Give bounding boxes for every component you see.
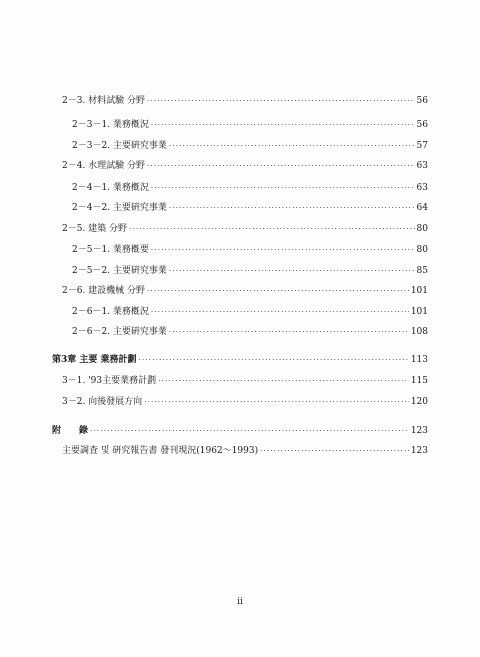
toc-entry-page: 120 <box>410 397 428 407</box>
toc-entry-page: 56 <box>416 96 428 106</box>
toc-leader-dots <box>139 354 409 366</box>
toc-entry-2-4-1[interactable] <box>72 182 428 194</box>
toc-entry-2-3-2[interactable] <box>72 140 428 152</box>
toc-entry-label: 2－3－1. 業務槪況 <box>72 120 149 130</box>
toc-entry-label: 2－3－2. 主要硏究事業 <box>72 141 167 151</box>
toc-leader-dots <box>169 202 415 214</box>
toc-entry-page: 108 <box>410 327 428 337</box>
toc-entry-label: 3－2. 向後發展方向 <box>62 397 143 407</box>
toc-entry-chapter-3[interactable] <box>52 354 428 366</box>
toc-leader-dots <box>169 265 415 277</box>
toc-entry-label: 2－5. 建築 分野 <box>62 224 128 234</box>
toc-entry-label: 2－5－2. 主要硏究事業 <box>72 266 167 276</box>
toc-leader-dots <box>158 375 409 387</box>
toc-entry-2-6-2[interactable] <box>72 326 428 338</box>
toc-leader-dots <box>169 326 409 338</box>
toc-entry-page: 57 <box>416 141 428 151</box>
toc-entry-2-5-2[interactable] <box>72 265 428 277</box>
toc-entry-page: 113 <box>410 355 428 365</box>
toc-entry-page: 64 <box>416 203 428 213</box>
toc-entry-2-3[interactable] <box>62 95 428 107</box>
toc-entry-label: 2－3. 材料試驗 分野 <box>62 96 146 106</box>
toc-leader-dots <box>169 140 415 152</box>
toc-leader-dots <box>151 182 415 194</box>
toc-entry-appendix[interactable] <box>52 425 428 437</box>
toc-entry-page: 123 <box>410 426 428 436</box>
toc-entry-2-3-1[interactable] <box>72 119 428 131</box>
toc-entry-page: 101 <box>410 286 428 296</box>
toc-leader-dots <box>90 425 409 437</box>
toc-leader-dots <box>147 95 415 107</box>
toc-leader-dots <box>151 244 415 256</box>
toc-leader-dots <box>151 119 415 131</box>
toc-entry-page: 101 <box>410 307 428 317</box>
toc-entry-label: 2－5－1. 業務槪要 <box>72 245 149 255</box>
toc-leader-dots <box>144 396 409 408</box>
toc-entry-3-2[interactable] <box>62 396 428 408</box>
toc-entry-2-4[interactable] <box>62 160 428 172</box>
toc-entry-label: 2－6－1. 業務槪況 <box>72 307 149 317</box>
toc-leader-dots <box>129 223 415 235</box>
toc-entry-page: 80 <box>416 224 428 234</box>
toc-entry-label: 2－6－2. 主要硏究事業 <box>72 327 167 337</box>
toc-leader-dots <box>260 445 409 457</box>
toc-entry-2-6-1[interactable] <box>72 306 428 318</box>
toc-entry-page: 63 <box>416 161 428 171</box>
toc-entry-appendix-report-list[interactable] <box>62 445 428 457</box>
toc-leader-dots <box>147 160 415 172</box>
toc-entry-label: 2－4. 水理試驗 分野 <box>62 161 146 171</box>
toc-entry-page: 56 <box>416 120 428 130</box>
toc-entry-2-6[interactable] <box>62 285 428 297</box>
toc-entry-label: 第3章 主要 業務計劃 <box>52 355 137 365</box>
toc-entry-label: 3－1. '93主要業務計劃 <box>62 376 157 386</box>
toc-entry-2-5-1[interactable] <box>72 244 428 256</box>
toc-leader-dots <box>151 306 409 318</box>
toc-entry-page: 80 <box>416 245 428 255</box>
toc-entry-label: 2－4－2. 主要硏究事業 <box>72 203 167 213</box>
toc-entry-label: 主要調査 및 硏究報告書 發刊現況(1962～1993) <box>62 446 259 456</box>
toc-entry-page: 115 <box>410 376 428 386</box>
toc-entry-2-5[interactable] <box>62 223 428 235</box>
toc-entry-page: 63 <box>416 183 428 193</box>
toc-entry-page: 123 <box>410 446 428 456</box>
page-number: ii <box>237 597 243 607</box>
toc-entry-page: 85 <box>416 266 428 276</box>
toc-entry-label: 附 錄 <box>52 426 89 436</box>
toc-entry-2-4-2[interactable] <box>72 202 428 214</box>
toc-entry-label: 2－6. 建設機械 分野 <box>62 286 146 296</box>
toc-entry-3-1[interactable] <box>62 375 428 387</box>
toc-leader-dots <box>147 285 409 297</box>
toc-entry-label: 2－4－1. 業務槪況 <box>72 183 149 193</box>
